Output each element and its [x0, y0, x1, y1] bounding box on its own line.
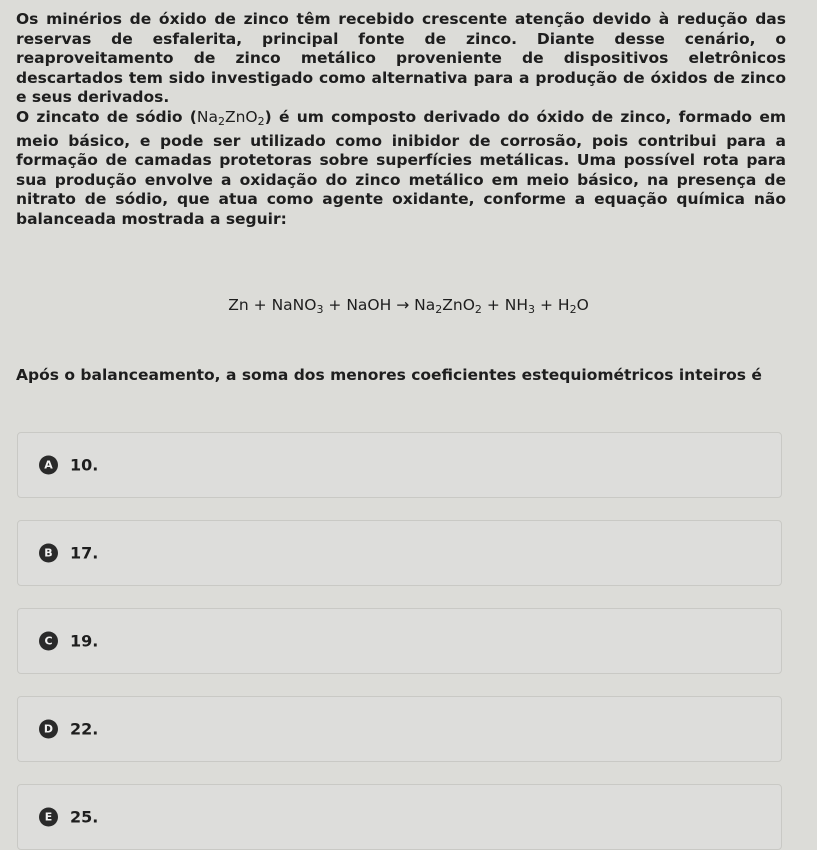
eq-h: H [557, 296, 570, 314]
eq-nano-sub: 3 [316, 303, 324, 316]
eq-zno-sub: 2 [474, 303, 482, 316]
choice-a[interactable] [17, 432, 782, 498]
stem-p2-before: O zincato de sódio ( [16, 107, 197, 126]
formula-na: Na [196, 107, 218, 126]
formula-sub-1: 2 [217, 114, 225, 128]
eq-plus-2: + [328, 296, 342, 314]
choice-e[interactable] [17, 784, 782, 850]
eq-na-sub: 2 [435, 303, 443, 316]
choice-d[interactable] [17, 696, 782, 762]
choice-a-value: 10. [70, 455, 99, 475]
choice-e-letter-badge: E [39, 808, 58, 827]
choice-c[interactable] [17, 608, 782, 674]
stem-p2-after: ) é um composto derivado do óxido de zinco, formado em meio básico, e pode ser utilizado como inibidor de corrosão, pois contribui para a formação de camadas protetoras sobre superfícies metálicas. Uma possível rota para sua produção envolve a oxidação do zinco metálico em meio básico, na presença de nitrato de sódio, que atua como agente oxidante, conforme a equação química não balanceada mostrada a seguir: [16, 107, 786, 228]
stem-paragraph-1: Os minérios de óxido de zinco têm recebido crescente atenção devido à redução das reservas de esfalerita, principal fonte de zinco. Diante desse cenário, o reaproveitamento de zinco metálico proveniente de dispositivos eletrônicos descartados tem sido investigado como alternativa para a produção de óxidos de zinco e seus derivados. [16, 10, 786, 107]
choice-d-value: 22. [70, 719, 99, 739]
eq-zn: Zn [228, 296, 249, 314]
eq-na: Na [414, 296, 436, 314]
eq-plus-4: + [539, 296, 553, 314]
eq-zno: ZnO [442, 296, 475, 314]
eq-plus-1: + [253, 296, 267, 314]
eq-plus-3: + [486, 296, 500, 314]
choice-b[interactable] [17, 520, 782, 586]
choice-a-letter-badge: A [39, 456, 58, 475]
choice-b-value: 17. [70, 543, 99, 563]
choice-c-letter-badge: C [39, 632, 58, 651]
eq-nh-sub: 3 [528, 303, 536, 316]
formula-zno: ZnO [224, 107, 258, 126]
choice-e-value: 25. [70, 807, 99, 827]
formula-sub-2: 2 [257, 114, 265, 128]
choice-b-letter-badge: B [39, 544, 58, 563]
stem-paragraph-2 [16, 108, 786, 230]
choice-c-value: 19. [70, 631, 99, 651]
eq-h-sub: 2 [569, 303, 577, 316]
eq-naoh: NaOH [346, 296, 392, 314]
eq-arrow: → [396, 296, 410, 314]
eq-nano: NaNO [271, 296, 317, 314]
choice-d-letter-badge: D [39, 720, 58, 739]
question-stem [16, 10, 786, 230]
eq-o: O [576, 296, 589, 314]
eq-nh: NH [504, 296, 529, 314]
question-prompt: Após o balanceamento, a soma dos menores coeficientes estequiométricos inteiros é [16, 366, 762, 384]
chemical-equation [0, 296, 817, 316]
